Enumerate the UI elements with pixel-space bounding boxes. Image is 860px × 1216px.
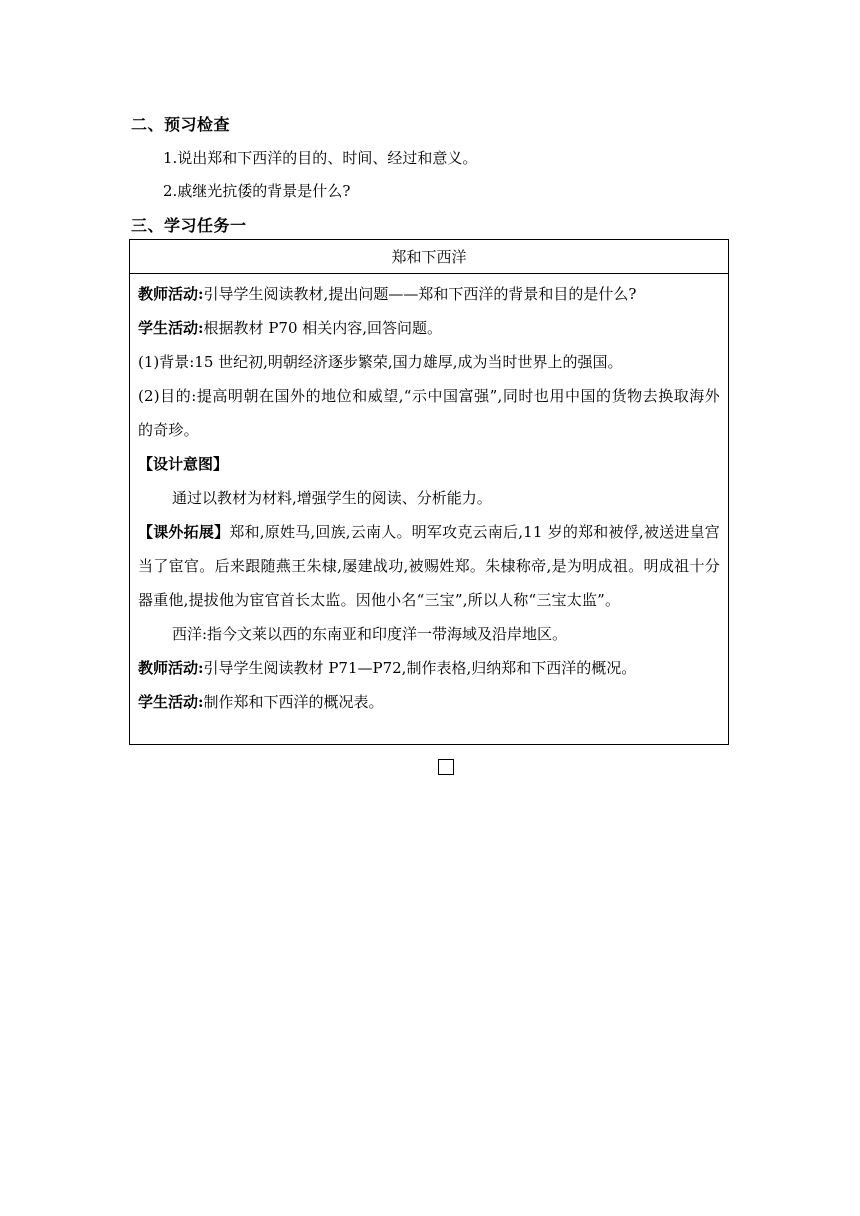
teacher-activity-label: 教师活动: bbox=[138, 285, 204, 303]
xiyang-definition: 西洋:指今文莱以西的东南亚和印度洋一带海域及沿岸地区。 bbox=[172, 625, 568, 643]
checkbox[interactable] bbox=[438, 759, 454, 775]
student-activity-2 bbox=[138, 685, 720, 719]
design-intent-heading: 【设计意图】 bbox=[138, 455, 229, 473]
purpose-paragraph: (2)目的:提高明朝在国外的地位和威望,“示中国富强”,同时也用中国的货物去换取海外的奇珍。 bbox=[138, 387, 720, 439]
table-title: 郑和下西洋 bbox=[130, 240, 728, 274]
extension-paragraph bbox=[138, 515, 720, 617]
student-activity-1 bbox=[138, 311, 720, 345]
teacher-activity-text: 引导学生阅读教材,提出问题——郑和下西洋的背景和目的是什么? bbox=[203, 285, 637, 303]
section-heading-task1: 三、学习任务一 bbox=[131, 216, 247, 235]
student-activity-label: 学生活动: bbox=[138, 693, 204, 711]
student-activity-text: 根据教材 P70 相关内容,回答问题。 bbox=[203, 319, 443, 337]
teacher-activity-2 bbox=[138, 651, 720, 685]
lesson-table bbox=[129, 239, 729, 745]
design-intent-text: 通过以教材为材料,增强学生的阅读、分析能力。 bbox=[172, 489, 492, 507]
teacher-activity-text: 引导学生阅读教材 P71—P72,制作表格,归纳郑和下西洋的概况。 bbox=[203, 659, 637, 677]
section-heading-preview: 二、预习检查 bbox=[131, 115, 231, 134]
student-activity-label: 学生活动: bbox=[138, 319, 204, 337]
preview-item-1: 1.说出郑和下西洋的目的、时间、经过和意义。 bbox=[163, 149, 478, 167]
extension-text: 郑和,原姓马,回族,云南人。明军攻克云南后,11 岁的郑和被俘,被送进皇宫当了宦官。后来跟随燕王朱棣,屡建战功,被赐姓郑。朱棣称帝,是为明成祖。明成祖十分器重他,提拔他为宦官首长太监。因他小名“三宝”,所以人称“三宝太监”。 bbox=[138, 523, 720, 609]
teacher-activity-1 bbox=[138, 277, 720, 311]
teacher-activity-label: 教师活动: bbox=[138, 659, 204, 677]
preview-item-2: 2.戚继光抗倭的背景是什么? bbox=[163, 182, 351, 200]
background-paragraph: (1)背景:15 世纪初,明朝经济逐步繁荣,国力雄厚,成为当时世界上的强国。 bbox=[138, 353, 623, 371]
table-content bbox=[130, 274, 728, 719]
extension-label: 【课外拓展】 bbox=[138, 523, 230, 541]
student-activity-text: 制作郑和下西洋的概况表。 bbox=[203, 693, 384, 711]
